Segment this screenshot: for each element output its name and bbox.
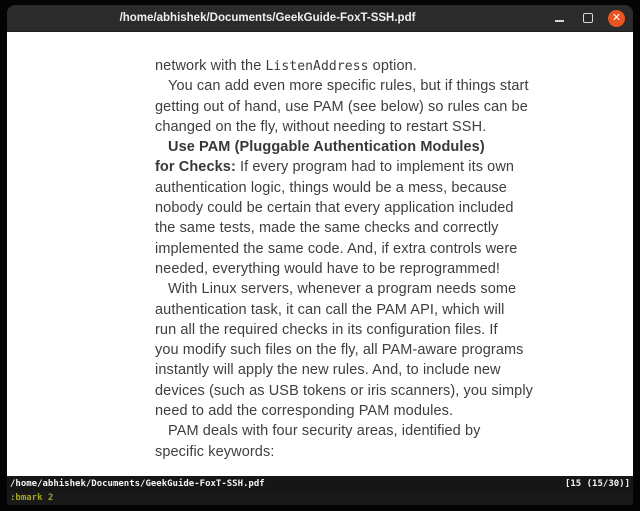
text-line: Use PAM (Pluggable Authentication Modules) [168, 139, 485, 156]
text-line: changed on the fly, without needing to restart SSH. [155, 118, 487, 135]
command-text: :bmark 2 [10, 493, 54, 503]
text-line: implemented the same code. And, if extra controls were [155, 240, 518, 257]
text-line: you modify such files on the fly, all PAM-aware programs [155, 342, 524, 359]
close-icon: ✕ [611, 11, 622, 24]
text-line: network with the ListenAddress option. [155, 58, 417, 74]
text-line: You can add even more specific rules, but if things start [168, 78, 529, 95]
maximize-icon [583, 13, 593, 23]
maximize-button[interactable] [579, 9, 597, 27]
text-line: PAM deals with four security areas, identified by [168, 423, 481, 440]
pdf-text-lines [155, 56, 533, 462]
text-line: instantly will apply the new rules. And, to include new [155, 362, 501, 379]
text-line: specific keywords: [155, 443, 275, 460]
pdf-page[interactable] [7, 32, 633, 476]
text-line: run all the required checks in its configuration files. If [155, 321, 498, 338]
command-input[interactable] [7, 491, 633, 505]
window-controls [550, 5, 625, 31]
statusbar-filepath: /home/abhishek/Documents/GeekGuide-FoxT-SSH.pdf [10, 478, 265, 489]
text-line: nobody could be certain that every application included [155, 200, 514, 217]
statusbar [7, 476, 633, 491]
text-line: need to add the corresponding PAM modules. [155, 403, 454, 420]
text-line: getting out of hand, use PAM (see below) so rules can be [155, 98, 528, 115]
text-line: devices (such as USB tokens or iris scanners), you simply [155, 382, 533, 399]
text-line: authentication logic, things would be a mess, because [155, 179, 507, 196]
titlebar[interactable] [7, 5, 633, 32]
close-button[interactable] [608, 10, 625, 27]
window-title: /home/abhishek/Documents/GeekGuide-FoxT-SSH.pdf [119, 12, 416, 24]
text-line: for Checks: If every program had to implement its own [155, 159, 515, 176]
statusbar-page-indicator: [15 (15/30)] [564, 478, 630, 489]
text-line: the same tests, made the same checks and correctly [155, 220, 499, 237]
minimize-icon [555, 20, 564, 22]
minimize-button[interactable] [550, 9, 568, 27]
text-line: needed, everything would have to be reprogrammed! [155, 260, 501, 277]
text-line: With Linux servers, whenever a program needs some [168, 281, 517, 298]
text-line: authentication task, it can call the PAM API, which will [155, 301, 505, 318]
